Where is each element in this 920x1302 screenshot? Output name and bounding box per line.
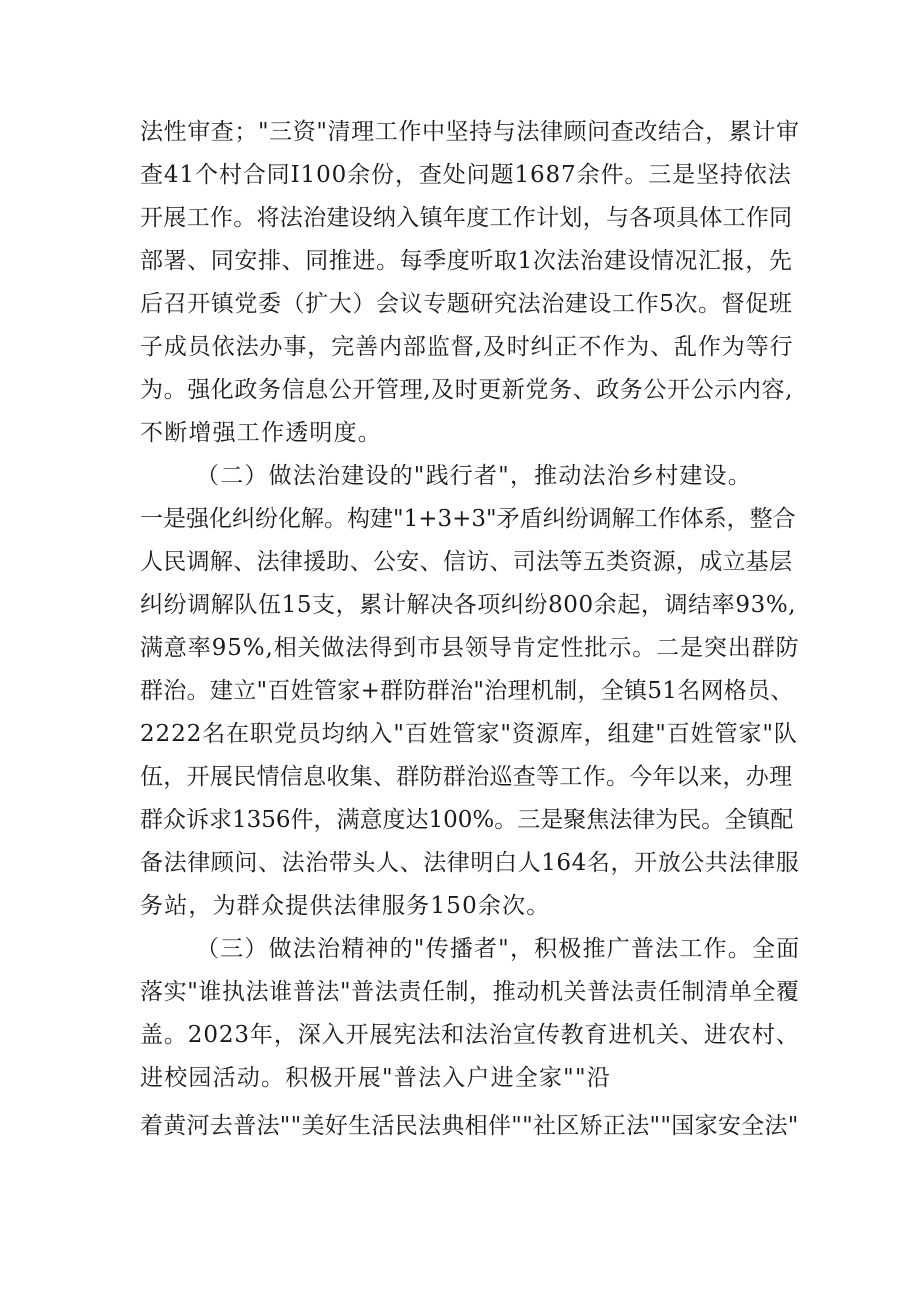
paragraph-line: 盖。2023年，深入开展宪法和法治宣传教育进机关、进农村、 xyxy=(140,1022,800,1048)
paragraph-line: 法性审查；"三资"清理工作中坚持与法律顾问查改结合，累计审 xyxy=(140,119,800,145)
paragraph-line: 人民调解、法律援助、公安、信访、司法等五类资源，成立基层 xyxy=(140,549,793,575)
paragraph-line: 落实"谁执法谁普法"普法责任制，推动机关普法责任制清单全覆 xyxy=(140,979,800,1005)
paragraph-line: 一是强化纠纷化解。构建"1+3+3"矛盾纠纷调解工作体系，整合 xyxy=(140,506,796,532)
paragraph-line: 子成员依法办事，完善内部监督,及时纠正不作为、乱作为等行 xyxy=(140,334,794,360)
paragraph-line: 群众诉求1356件，满意度达100%。三是聚焦法律为民。全镇配 xyxy=(140,807,794,833)
paragraph-line: 纠纷调解队伍15支，累计解决各项纠纷800余起，调结率93%, xyxy=(140,592,797,618)
paragraph-line: 不断增强工作透明度。 xyxy=(140,420,382,446)
paragraph-line: 进校园活动。积极开展"普法入户进全家""沿 xyxy=(140,1065,611,1091)
paragraph-line: 备法律顾问、法治带头人、法律明白人164名，开放公共法律服 xyxy=(140,850,800,876)
paragraph-line: 开展工作。将法治建设纳入镇年度工作计划，与各项具体工作同 xyxy=(140,205,793,231)
paragraph-line: 2222名在职党员均纳入"百姓管家"资源库，组建"百姓管家"队 xyxy=(140,721,798,747)
paragraph-line: 务站，为群众提供法律服务150余次。 xyxy=(140,893,551,919)
paragraph-line: 着黄河去普法""美好生活民法典相伴""社区矫正法""国家安全法" xyxy=(140,1113,799,1139)
paragraph-line: 伍，开展民情信息收集、群防群治巡查等工作。今年以来，办理 xyxy=(140,764,793,790)
paragraph-line: 群治。建立"百姓管家+群防群治"治理机制，全镇51名网格员、 xyxy=(140,678,794,704)
paragraph-line: 查41个村合同I100余份，查处问题1687余件。三是坚持依法 xyxy=(140,162,792,188)
paragraph-line: 后召开镇党委（扩大）会议专题研究法治建设工作5次。督促班 xyxy=(140,291,793,317)
paragraph-line: 满意率95%,相关做法得到市县领导肯定性批示。二是突出群防 xyxy=(140,635,800,661)
section-heading: （二）做法治建设的"践行者"，推动法治乡村建设。 xyxy=(196,463,752,489)
paragraph-line: 为。强化政务信息公开管理,及时更新党务、政务公开公示内容, xyxy=(140,377,794,403)
paragraph-line: 部署、同安排、同推进。每季度听取1次法治建设情况汇报，先 xyxy=(140,248,793,274)
section-heading: （三）做法治精神的"传播者"，积极推广普法工作。全面 xyxy=(196,936,801,962)
